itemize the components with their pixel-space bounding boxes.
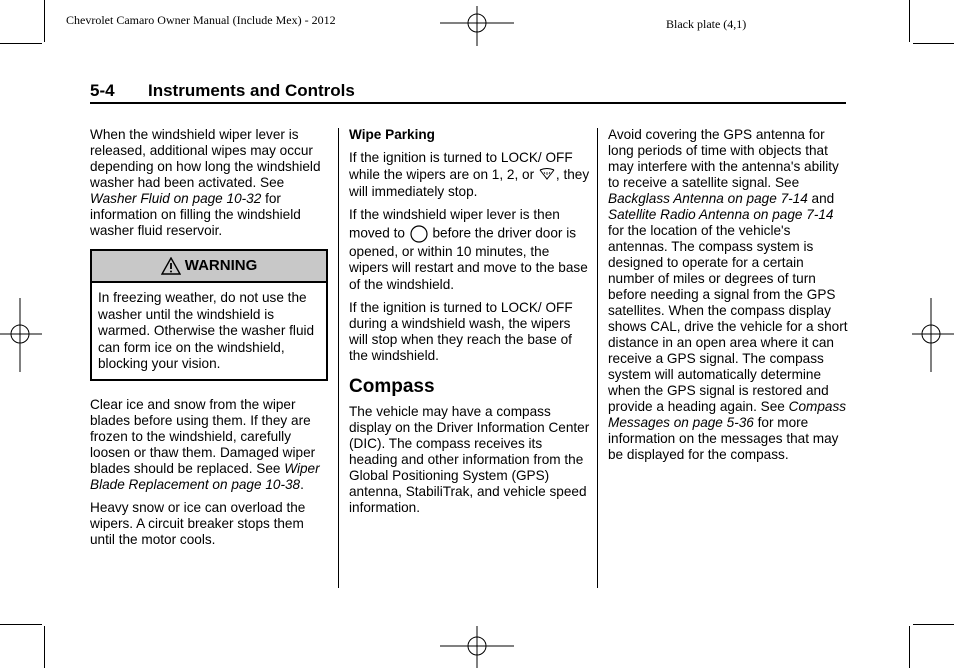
registration-mark-icon: [440, 6, 514, 46]
compass-heading: Compass: [349, 376, 435, 397]
crop-mark: [0, 624, 42, 625]
registration-mark-icon: [0, 298, 42, 372]
warning-header: [92, 251, 326, 283]
plate-label: Black plate (4,1): [666, 17, 747, 31]
column-divider: [338, 128, 339, 588]
page-number: 5-4: [90, 81, 115, 100]
registration-mark-icon: [912, 298, 954, 372]
running-header: Chevrolet Camaro Owner Manual (Include Mex) - 2012: [66, 13, 336, 27]
heading-rule: [90, 102, 846, 104]
cross-reference[interactable]: Washer Fluid on page 10-32: [90, 191, 262, 206]
cross-reference[interactable]: Backglass Antenna on page 7-14: [608, 191, 808, 206]
column-1: [90, 127, 330, 555]
paragraph: If the ignition is turned to LOCK/ OFF during a windshield wash, the wipers will stop when they reach the base of the windshield.: [349, 300, 573, 363]
paragraph: If the windshield wiper lever is then moved to before the driver door is opened, or within 10 minutes, the wipers will restart and move to the base of the windshield.: [349, 207, 588, 292]
crop-mark: [909, 0, 910, 42]
section-heading: [90, 81, 355, 101]
cross-reference[interactable]: Wiper Blade Replacement on page 10-38: [90, 460, 320, 492]
paragraph: Clear ice and snow from the wiper blades before using them. If they are frozen to the windshield, carefully loosen or thaw them. Damaged wiper blades should be replaced. See Wiper Blade Replacement on page 10-38.: [90, 396, 320, 492]
paragraph: Heavy snow or ice can overload the wipers. A circuit breaker stops them until the motor cools.: [90, 499, 306, 547]
cross-reference[interactable]: Satellite Radio Antenna on page 7-14: [608, 207, 834, 222]
warning-triangle-icon: [161, 257, 181, 275]
column-2: [349, 127, 591, 523]
warning-box: [90, 249, 328, 381]
paragraph: The vehicle may have a compass display on the Driver Information Center (DIC). The compass receives its heading and other information from the Global Positioning System (GPS) antenna, StabiliTrak, and vehicle speed information.: [349, 404, 590, 515]
registration-mark-icon: [440, 626, 514, 668]
crop-mark: [913, 624, 954, 625]
crop-mark: [0, 43, 42, 44]
warning-title: WARNING: [184, 257, 258, 274]
column-divider: [597, 128, 598, 588]
crop-mark: [909, 626, 910, 668]
crop-mark: [913, 43, 954, 44]
paragraph: When the windshield wiper lever is released, additional wipes may occur depending on how long the windshield washer had been activated. See Washer Fluid on page 10-32 for information on filling the windshield washer fluid reservoir.: [90, 127, 321, 238]
section-title: Instruments and Controls: [148, 81, 355, 100]
wiper-mist-icon: [538, 168, 556, 182]
warning-text: In freezing weather, do not use the washer until the windshield is warmed. Otherwise the washer fluid can form ice on the windshield, blocking your vision.: [98, 290, 315, 372]
paragraph: Avoid covering the GPS antenna for long periods of time with objects that may interfere with the antenna's ability to receive a satellite signal. See Backglass Antenna on page 7-14 and Satellite Radio Antenna on page 7-14 for the location of the vehicle's antennas. The compass system is designed to operate for a certain number of miles or degrees of turn before needing a signal from the GPS satellites. When the compass display shows CAL, drive the vehicle for a short distance in an open area where it can receive a GPS signal. The compass system will automatically determine when the GPS signal is restored and provide a heading again. See Compass Messages on page 5-36 for more information on the messages that may be displayed for the compass.: [608, 127, 848, 462]
wiper-off-icon: [409, 224, 429, 244]
crop-mark: [44, 626, 45, 668]
cross-reference[interactable]: Compass Messages on page 5-36: [608, 399, 847, 430]
paragraph: If the ignition is turned to LOCK/ OFF while the wipers are on 1, 2, or , they will immediately stop.: [349, 150, 590, 199]
crop-mark: [44, 0, 45, 42]
subheading: Wipe Parking: [349, 127, 435, 142]
column-3: [608, 127, 848, 470]
